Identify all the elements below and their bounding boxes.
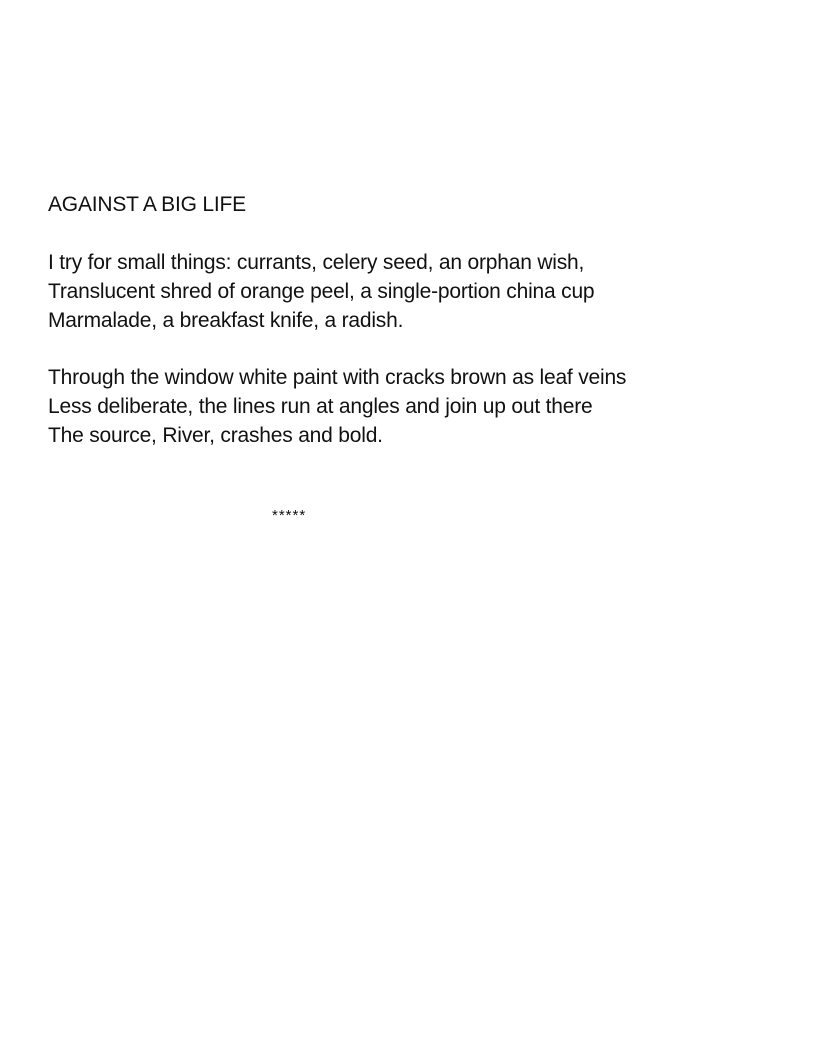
poem-line: I try for small things: currants, celery seed, an orphan wish, — [48, 251, 585, 274]
section-separator: ***** — [272, 507, 307, 524]
poem-stanza-2 — [48, 363, 626, 450]
poem-line: Less deliberate, the lines run at angles and join up out there — [48, 395, 593, 418]
poem-line: The source, River, crashes and bold. — [48, 424, 383, 447]
poem-line: Through the window white paint with cracks brown as leaf veins — [48, 366, 627, 389]
poem-line: Marmalade, a breakfast knife, a radish. — [48, 309, 404, 332]
poem-stanza-1 — [48, 248, 594, 335]
poem-title: AGAINST A BIG LIFE — [48, 193, 246, 216]
poem-line: Translucent shred of orange peel, a single-portion china cup — [48, 280, 595, 303]
